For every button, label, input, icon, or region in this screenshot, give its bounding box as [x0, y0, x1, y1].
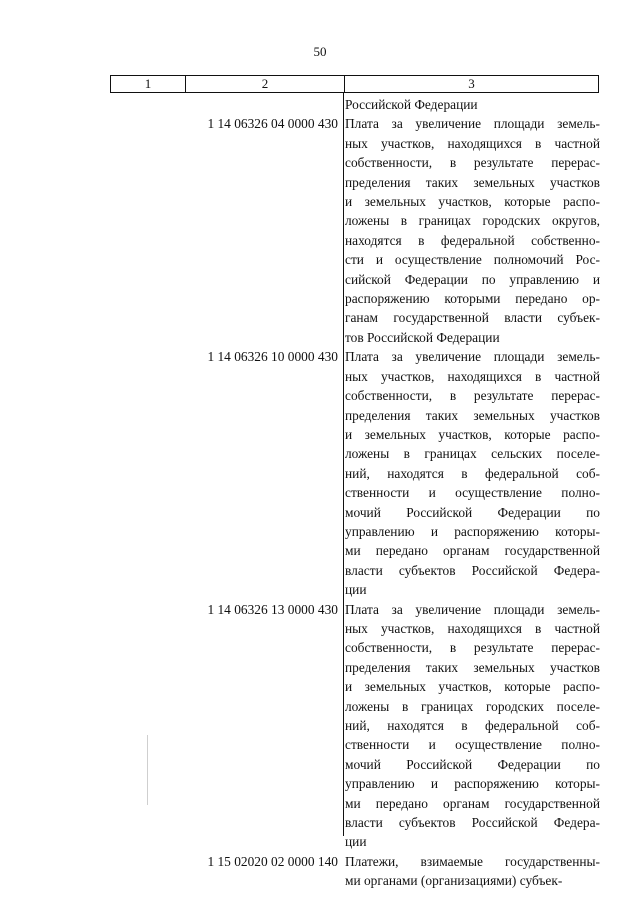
- description-line: мочий Российской Федерации по: [345, 756, 600, 772]
- table-row: [180, 114, 600, 347]
- description-line: ми органами (организациями) субъек-: [345, 873, 563, 889]
- description-line: ции: [345, 834, 367, 850]
- description-line: Платежи, взимаемые государственны-: [345, 853, 600, 869]
- revenue-code: 1 14 06326 04 0000 430: [207, 116, 338, 132]
- description-line: управлению и распоряжению которы-: [345, 523, 600, 539]
- description-line: ний, находятся в федеральной соб-: [345, 718, 600, 733]
- revenue-code: 1 15 02020 02 0000 140: [207, 853, 338, 869]
- revenue-description: [343, 347, 600, 599]
- column-header-3: 3: [468, 76, 475, 91]
- revenue-description: [343, 95, 600, 114]
- description-line: мочий Российской Федерации по: [345, 504, 600, 520]
- description-line: ственности и осуществление полно-: [345, 485, 600, 501]
- description-line: пределения таких земельных участков: [345, 174, 600, 190]
- scan-artifact: [147, 735, 148, 805]
- column-header-1: 1: [111, 76, 186, 92]
- description-line: ложены в границах сельских поселе-: [345, 446, 600, 462]
- description-line: Российской Федерации: [345, 97, 478, 112]
- table-body: [180, 95, 600, 891]
- table-header: [110, 75, 599, 93]
- description-line: ложены в границах городских округов,: [345, 213, 600, 229]
- description-line: пределения таких земельных участков: [345, 659, 600, 675]
- page-number: 50: [313, 44, 327, 59]
- description-line: и земельных участков, которые распо-: [345, 679, 600, 695]
- description-line: Плата за увеличение площади земель-: [345, 349, 600, 365]
- table-row: [180, 347, 600, 599]
- description-line: собственности, в результате перерас-: [345, 155, 600, 171]
- description-line: Плата за увеличение площади земель-: [345, 116, 600, 132]
- description-line: ных участков, находящихся в частной: [345, 135, 600, 151]
- revenue-description: [343, 600, 600, 852]
- revenue-code: 1 14 06326 10 0000 430: [207, 349, 338, 365]
- description-line: находятся в федеральной собственно-: [345, 232, 600, 248]
- column-header-2: 2: [186, 76, 345, 92]
- description-line: управлению и распоряжению которы-: [345, 776, 600, 792]
- revenue-code: [180, 95, 343, 114]
- description-line: и земельных участков, которые распо-: [345, 194, 600, 210]
- description-line: сийской Федерации по управлению и: [345, 271, 600, 287]
- description-line: Плата за увеличение площади земель-: [345, 601, 600, 617]
- revenue-description: [343, 852, 600, 891]
- table-row: [180, 852, 600, 891]
- table-row: [180, 95, 600, 114]
- description-line: ции: [345, 582, 367, 598]
- description-line: собственности, в результате перерас-: [345, 640, 600, 656]
- description-line: власти субъектов Российской Федера-: [345, 562, 600, 578]
- table-row: [180, 600, 600, 852]
- description-line: собственности, в результате перерас-: [345, 388, 600, 404]
- description-line: ми передано органам государственной: [345, 795, 600, 811]
- description-line: власти субъектов Российской Федера-: [345, 815, 600, 831]
- description-line: ных участков, находящихся в частной: [345, 620, 600, 636]
- description-line: тов Российской Федерации: [345, 329, 500, 345]
- description-line: ных участков, находящихся в частной: [345, 368, 600, 384]
- description-line: ний, находятся в федеральной соб-: [345, 465, 600, 481]
- description-line: распоряжению которыми передано ор-: [345, 291, 600, 307]
- description-line: и земельных участков, которые распо-: [345, 426, 600, 442]
- description-line: ми передано органам государственной: [345, 543, 600, 559]
- description-line: ственности и осуществление полно-: [345, 737, 600, 753]
- description-line: ложены в границах городских поселе-: [345, 698, 600, 714]
- revenue-description: [343, 114, 600, 347]
- description-line: сти и осуществление полномочий Рос-: [345, 252, 600, 268]
- revenue-code: 1 14 06326 13 0000 430: [207, 601, 338, 617]
- description-line: ганам государственной власти субъек-: [345, 310, 600, 326]
- description-line: пределения таких земельных участков: [345, 407, 600, 423]
